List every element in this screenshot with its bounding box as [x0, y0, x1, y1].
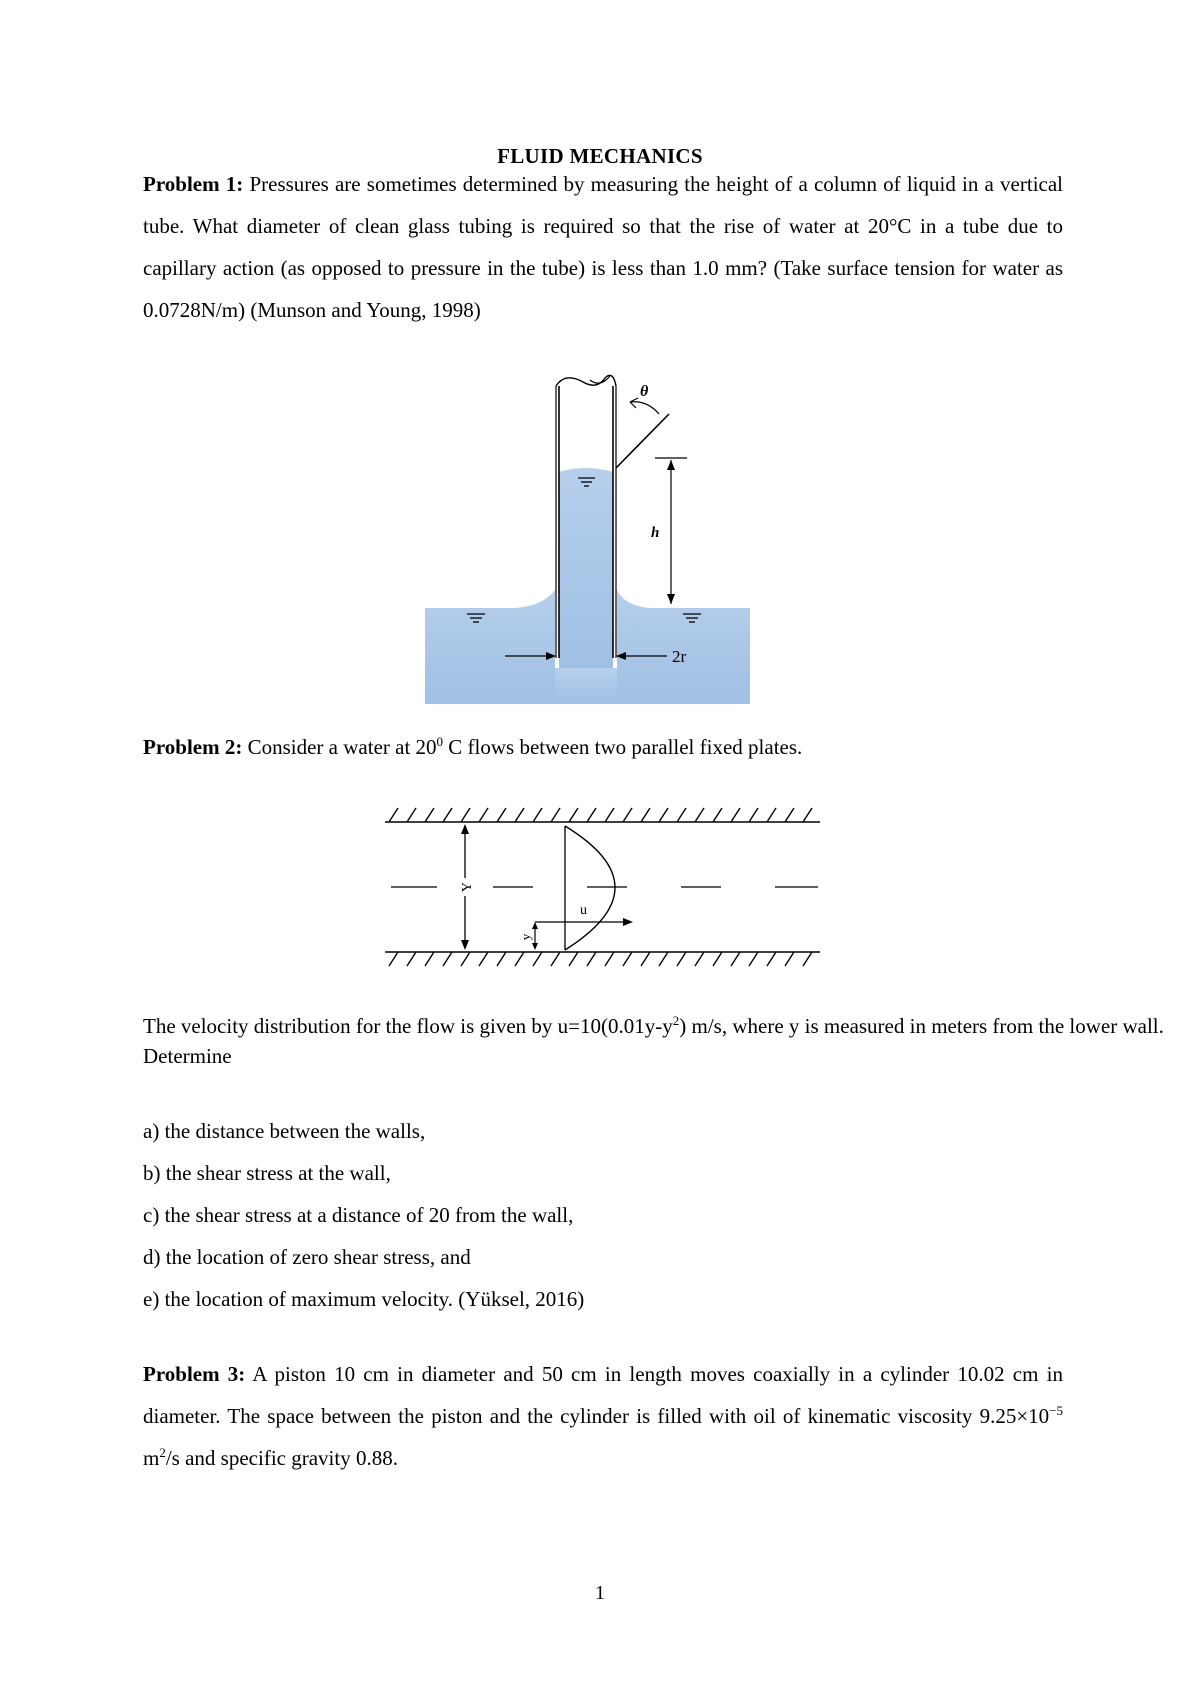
page-number: 1: [595, 1582, 605, 1604]
problem-3-label: Problem 3:: [143, 1362, 246, 1386]
problem-2-label: Problem 2:: [143, 735, 243, 759]
problem-1-label: Problem 1:: [143, 172, 244, 196]
hatch-mark: [731, 808, 740, 822]
hatch-mark: [623, 808, 632, 822]
hatch-mark: [803, 808, 812, 822]
hatch-mark: [803, 952, 812, 966]
hatch-mark: [407, 808, 416, 822]
hatch-mark: [443, 808, 452, 822]
kinematic-viscosity-value: 9.25×10: [979, 1404, 1050, 1428]
tube-water-column: [559, 468, 613, 668]
hatch-mark: [389, 952, 398, 966]
hatch-mark: [533, 808, 542, 822]
list-item-e: e) the location of maximum velocity. (Yüksel, 2016): [143, 1287, 585, 1311]
page-title: FLUID MECHANICS: [497, 144, 703, 168]
velocity-distribution-rest: ) m/s, where y is measured in meters from the lower wall. Determine: [143, 1014, 1164, 1068]
hatch-mark: [497, 952, 506, 966]
velocity-distribution-line-1: The velocity distribution for the flow is given by $u=10(0.01y-y^2)$ m/s, where y is measured in meters from the lower wall. Determine: [143, 1013, 1164, 1068]
capillary-tube-figure: [425, 368, 755, 704]
velocity-profile: [565, 826, 615, 950]
distance-y-label: y: [518, 933, 533, 941]
hatch-mark: [749, 808, 758, 822]
velocity-u-label: u: [580, 903, 587, 918]
hatch-mark: [641, 952, 650, 966]
hatch-mark: [587, 952, 596, 966]
hatch-mark: [659, 808, 668, 822]
channel-height-Y-label: Y: [460, 881, 475, 893]
hatch-mark: [551, 808, 560, 822]
hatch-mark: [677, 808, 686, 822]
problem-2-intro: Problem 2: Consider a water at $20^0$ C flows between two parallel fixed plates.: [143, 734, 803, 759]
theta-label: θ: [640, 383, 649, 400]
problem-1-text: Pressures are sometimes determined by measuring the height of a column of liquid in a vertical tube. What diameter of clean glass tubing is required so that the rise of water at 20°C in a tube due to capillary action (as opposed to pressure in the tube) is less than 1.0 mm? (Take surface tension for water as 0.0728N/m) (Munson and Young, 1998): [143, 172, 1064, 322]
hatch-mark: [479, 952, 488, 966]
hatch-mark: [443, 952, 452, 966]
bottom-plate-hatching: [389, 952, 812, 966]
hatch-mark: [425, 952, 434, 966]
hatch-mark: [749, 952, 758, 966]
hatch-mark: [605, 808, 614, 822]
hatch-mark: [461, 808, 470, 822]
hatch-mark: [713, 952, 722, 966]
hatch-mark: [713, 808, 722, 822]
hatch-mark: [461, 952, 470, 966]
list-item-b: b) the shear stress at the wall,: [143, 1161, 391, 1185]
hatch-mark: [623, 952, 632, 966]
problem-1-paragraph: [143, 163, 1063, 331]
hatch-mark: [389, 808, 398, 822]
hatch-mark: [569, 808, 578, 822]
hatch-mark: [695, 808, 704, 822]
problem-3-paragraph: Problem 3: A piston 10 cm in diameter and 50 cm in length moves coaxially in a cylinder 10.02 cm in diameter. The space between the piston and the cylinder is filled with oil of kinematic viscosity $9.25\times 10^{-5}$ $m^2/s$ and specific gravity 0.88.: [143, 1362, 1063, 1470]
hatch-mark: [425, 808, 434, 822]
hatch-mark: [515, 952, 524, 966]
diameter-2r-label: 2r: [672, 647, 687, 666]
hatch-mark: [605, 952, 614, 966]
hatch-mark: [767, 808, 776, 822]
height-h-label: h: [651, 525, 660, 541]
hatch-mark: [785, 952, 794, 966]
hatch-mark: [677, 952, 686, 966]
top-plate-hatching: [389, 808, 812, 822]
hatch-mark: [551, 952, 560, 966]
reservoir-water: [425, 590, 555, 704]
hatch-mark: [533, 952, 542, 966]
list-item-d: d) the location of zero shear stress, and: [143, 1245, 471, 1269]
hatch-mark: [515, 808, 524, 822]
list-item-c: c) the shear stress at a distance of 20 from the wall,: [143, 1203, 574, 1227]
hatch-mark: [587, 808, 596, 822]
hatch-mark: [785, 808, 794, 822]
hatch-mark: [407, 952, 416, 966]
hatch-mark: [569, 952, 578, 966]
hatch-mark: [479, 808, 488, 822]
hatch-mark: [641, 808, 650, 822]
hatch-mark: [497, 808, 506, 822]
list-item-a: a) the distance between the walls,: [143, 1119, 426, 1143]
hatch-mark: [695, 952, 704, 966]
parallel-plates-figure: [375, 800, 825, 975]
hatch-mark: [767, 952, 776, 966]
hatch-mark: [659, 952, 668, 966]
hatch-mark: [731, 952, 740, 966]
